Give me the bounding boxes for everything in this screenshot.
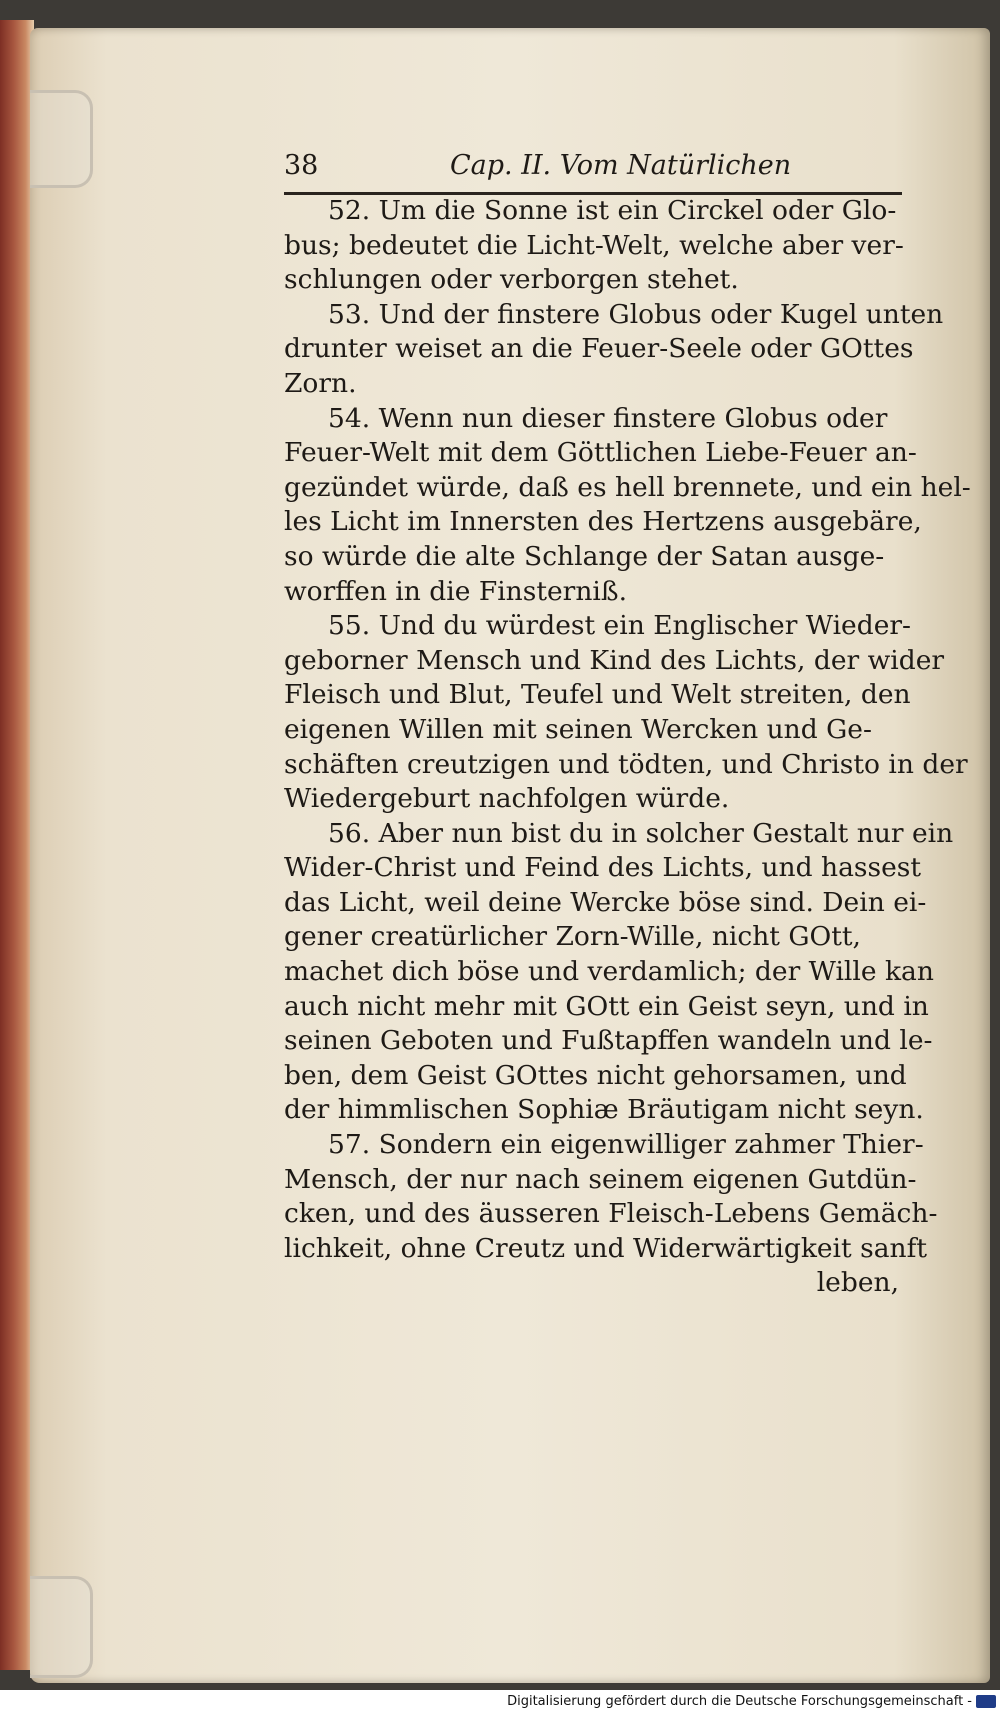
text-line: seinen Geboten und Fußtapffen wandeln und le- <box>284 1025 933 1057</box>
header-rule <box>284 192 902 195</box>
text-line: Zorn. <box>284 367 357 399</box>
text-line: lichkeit, ohne Creutz und Widerwärtigkeit sanft <box>284 1232 928 1264</box>
text-line: geborner Mensch und Kind des Lichts, der wider <box>284 644 945 676</box>
text-line: gener creatürlicher Zorn-Wille, nicht GOtt, <box>284 921 861 953</box>
text-line: Wider-Christ und Feind des Lichts, und hassest <box>284 852 922 884</box>
text-line: les Licht im Innersten des Hertzens ausgebäre, <box>284 506 922 538</box>
text-line: drunter weiset an die Feuer-Seele oder GOttes <box>284 333 914 365</box>
text-line: cken, und des äusseren Fleisch-Lebens Gemäch- <box>284 1198 938 1230</box>
text-line: 52. Um die Sonne ist ein Circkel oder Glo- <box>328 195 897 226</box>
page-clip-top <box>30 90 93 188</box>
text-line: Fleisch und Blut, Teufel und Welt streiten, den <box>284 679 911 711</box>
text-line: Feuer-Welt mit dem Göttlichen Liebe-Feuer an- <box>284 437 917 469</box>
text-line: auch nicht mehr mit GOtt ein Geist seyn, und in <box>284 990 929 1022</box>
running-head: Cap. II. Vom Natürlichen <box>450 150 792 181</box>
text-line: Mensch, der nur nach seinem eigenen Gutdün- <box>284 1163 917 1195</box>
text-line: 57. Sondern ein eigenwilliger zahmer Thier- <box>328 1129 924 1161</box>
text-line: gezündet würde, daß es hell brennete, und ein hel- <box>284 471 971 503</box>
text-line: schlungen oder verborgen stehet. <box>284 264 739 296</box>
text-line: das Licht, weil deine Wercke böse sind. Dein ei- <box>284 886 927 918</box>
dfg-logo-icon <box>976 1695 996 1708</box>
book-edge <box>0 20 34 1670</box>
page-header <box>284 148 909 194</box>
footer-credit: Digitalisierung gefördert durch die Deutsche Forschungsgemeinschaft - <box>507 1694 972 1709</box>
text-line: worffen in die Finsterniß. <box>284 575 628 607</box>
text-line: 56. Aber nun bist du in solcher Gestalt nur ein <box>328 817 954 849</box>
page-text <box>284 148 971 1301</box>
page-number: 38 <box>284 150 319 181</box>
text-line: bus; bedeutet die Licht-Welt, welche aber ver- <box>284 229 904 261</box>
catchword: leben, <box>816 1267 899 1299</box>
text-line: eigenen Willen mit seinen Wercken und Ge- <box>284 713 872 745</box>
page-clip-bottom <box>30 1576 93 1678</box>
text-line: 54. Wenn nun dieser finstere Globus oder <box>328 402 888 434</box>
text-line: 53. Und der finstere Globus oder Kugel unten <box>328 298 944 330</box>
text-line: machet dich böse und verdamlich; der Wille kan <box>284 956 934 988</box>
digitization-footer <box>0 1690 1000 1714</box>
text-line: so würde die alte Schlange der Satan ausge- <box>284 540 885 572</box>
text-line: der himmlischen Sophiæ Bräutigam nicht seyn. <box>284 1094 924 1126</box>
text-line: ben, dem Geist GOttes nicht gehorsamen, und <box>284 1059 907 1091</box>
text-line: schäften creutzigen und tödten, und Christo in der <box>284 748 968 780</box>
text-line: Wiedergeburt nachfolgen würde. <box>284 783 730 815</box>
text-line: 55. Und du würdest ein Englischer Wieder- <box>328 610 911 642</box>
